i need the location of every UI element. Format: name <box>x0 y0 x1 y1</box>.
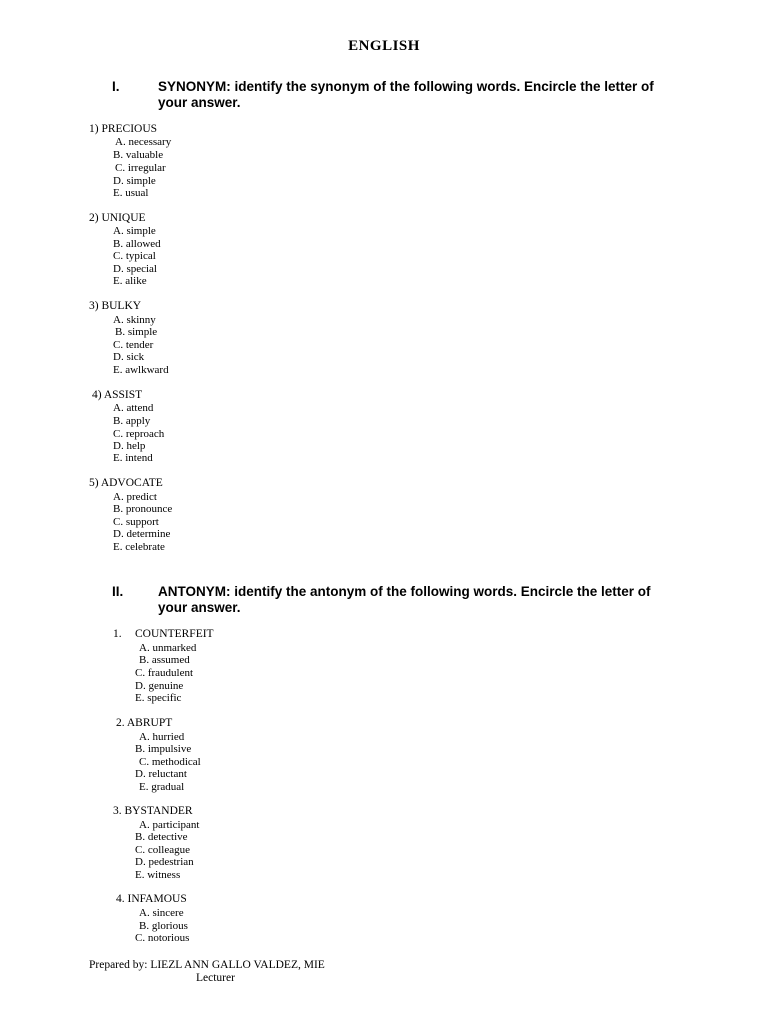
answer-option: A. attend <box>113 402 154 414</box>
answer-option: D. sick <box>113 351 145 363</box>
answer-option: C. reproach <box>113 428 165 440</box>
page-title: ENGLISH <box>348 38 420 54</box>
answer-option: B. simple <box>115 326 158 338</box>
answer-option: B. apply <box>113 415 151 427</box>
preparer-role: Lecturer <box>196 972 235 984</box>
question-label: 4. INFAMOUS <box>116 893 187 905</box>
answer-option: C. irregular <box>115 162 166 174</box>
answer-option: E. alike <box>113 275 147 287</box>
section-number: I. <box>112 79 120 94</box>
answer-option: D. simple <box>113 175 156 187</box>
question-label: 5) ADVOCATE <box>89 477 163 489</box>
answer-option: D. determine <box>113 528 171 540</box>
answer-option: D. genuine <box>135 680 184 692</box>
answer-option: D. help <box>113 440 146 452</box>
answer-option: B. valuable <box>113 149 164 161</box>
question-label: 3. BYSTANDER <box>113 805 193 817</box>
section-number: II. <box>112 584 124 599</box>
answer-option: A. necessary <box>115 136 172 148</box>
answer-option: A. simple <box>113 225 156 237</box>
answer-option: E. intend <box>113 452 153 464</box>
answer-option: E. specific <box>135 692 182 704</box>
answer-option: A. hurried <box>139 731 185 743</box>
question-label: 2. ABRUPT <box>116 717 173 729</box>
answer-option: C. notorious <box>135 932 190 944</box>
section-instruction: ANTONYM: identify the antonym of the following words. Encircle the letter of your answer. <box>158 584 651 615</box>
answer-option: C. support <box>113 516 159 528</box>
answer-option: C. methodical <box>139 756 201 768</box>
question-label: 2) UNIQUE <box>89 212 146 224</box>
question-number: 1. <box>113 628 122 640</box>
answer-option: C. colleague <box>135 844 190 856</box>
question-label: 1) PRECIOUS <box>89 123 158 135</box>
section-instruction: SYNONYM: identify the synonym of the following words. Encircle the letter of your answer. <box>158 79 654 110</box>
answer-option: D. special <box>113 263 157 275</box>
answer-option: D. reluctant <box>135 768 187 780</box>
answer-option: B. glorious <box>139 920 188 932</box>
question-label: COUNTERFEIT <box>135 628 214 640</box>
answer-option: B. assumed <box>139 654 190 666</box>
answer-option: A. sincere <box>139 907 184 919</box>
answer-option: E. witness <box>135 869 181 881</box>
answer-option: C. fraudulent <box>135 667 194 679</box>
answer-option: A. skinny <box>113 314 156 326</box>
answer-option: E. celebrate <box>113 541 165 553</box>
answer-option: E. awlkward <box>113 364 169 376</box>
answer-option: B. detective <box>135 831 188 843</box>
prepared-by: Prepared by: LIEZL ANN GALLO VALDEZ, MIE <box>89 959 325 971</box>
answer-option: A. predict <box>113 491 157 503</box>
answer-option: C. typical <box>113 250 156 262</box>
answer-option: E. usual <box>113 187 149 199</box>
answer-option: A. participant <box>139 819 200 831</box>
question-label: 4) ASSIST <box>92 389 143 401</box>
answer-option: C. tender <box>113 339 154 351</box>
answer-option: B. pronounce <box>113 503 173 515</box>
answer-option: B. allowed <box>113 238 161 250</box>
answer-option: B. impulsive <box>135 743 192 755</box>
answer-option: E. gradual <box>139 781 185 793</box>
answer-option: D. pedestrian <box>135 856 194 868</box>
question-label: 3) BULKY <box>89 300 142 312</box>
answer-option: A. unmarked <box>139 642 197 654</box>
